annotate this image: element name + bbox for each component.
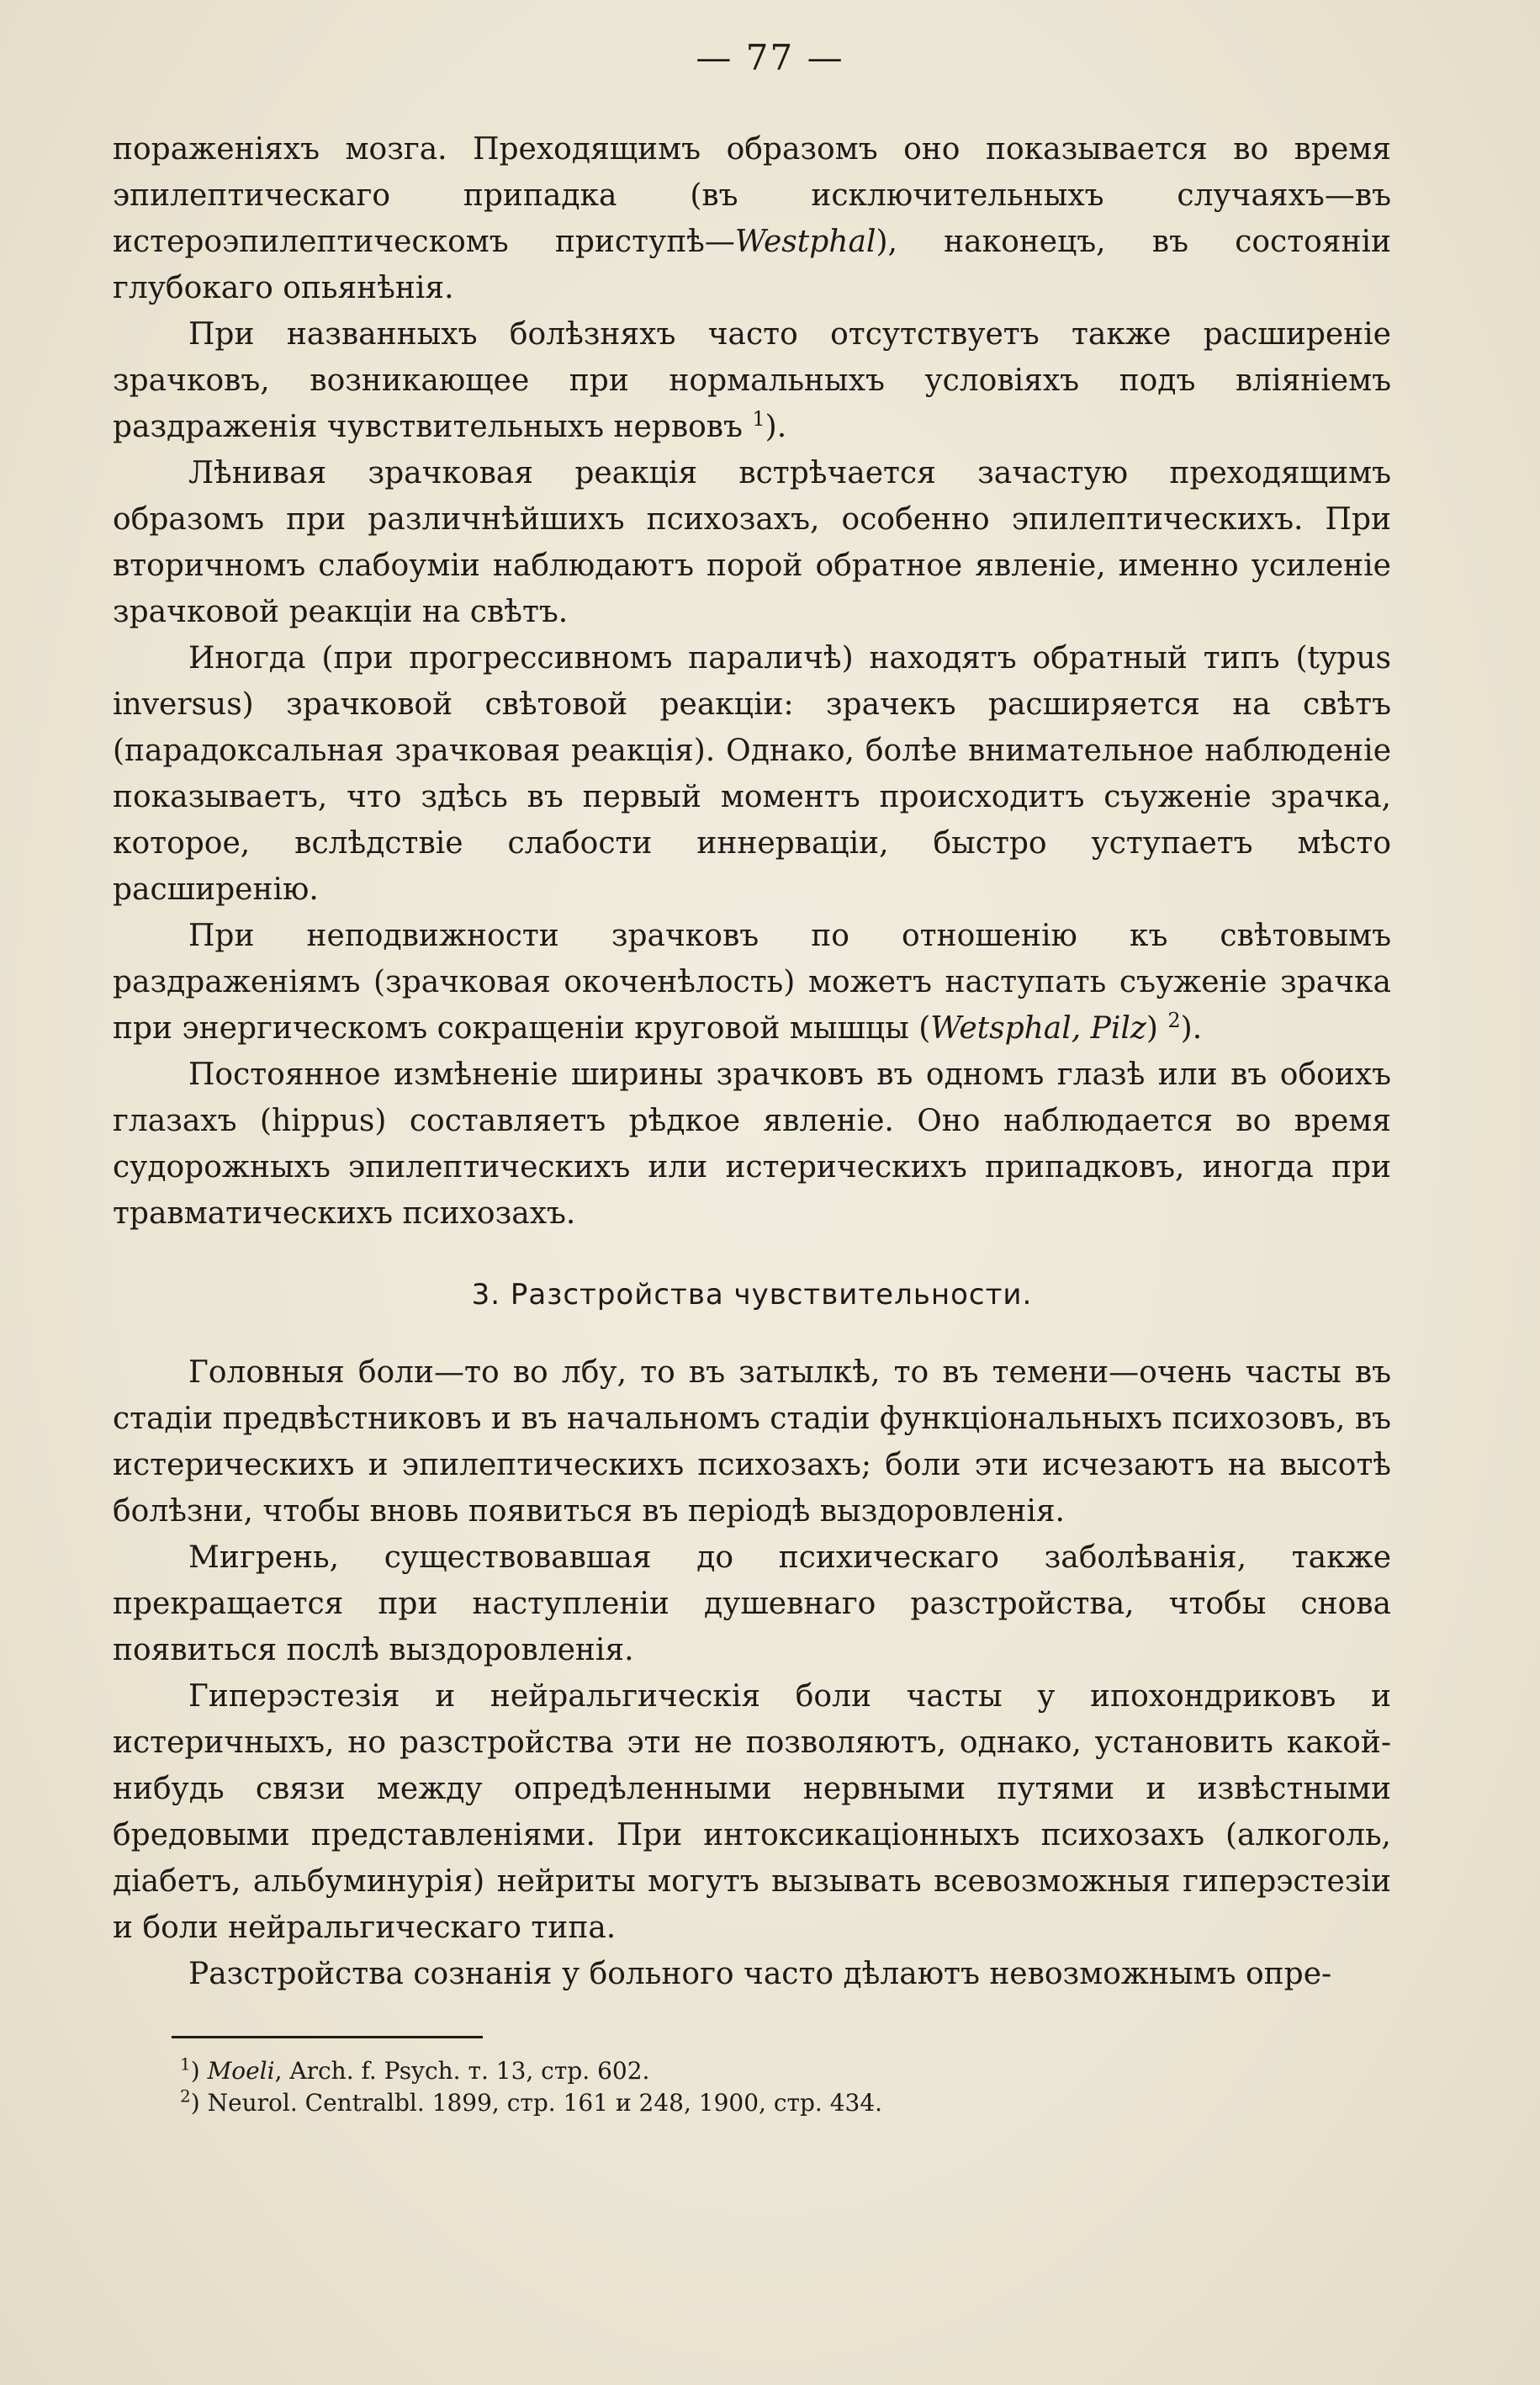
paragraph-p7 [113, 1349, 1391, 1534]
footnotes [180, 2055, 1391, 2119]
text-run: Иногда (при прогрессивномъ параличѣ) находятъ обратный типъ (typus inversus) зрачковой свѣтовой реакціи: зрачекъ расширяется на свѣтъ (парадоксальная зрачковая реакція). Однако, болѣе внимательное наблюденіе показываетъ, что здѣсь въ первый моментъ происходитъ съуженіе зрачка, которое, вслѣдствіе слабости иннерваціи, быстро уступаетъ мѣсто расширенію. [113, 641, 1391, 907]
footnote-2 [180, 2087, 1391, 2119]
paragraph-p2 [113, 311, 1391, 450]
text-run: При названныхъ болѣзняхъ часто отсутствуетъ также расширеніе зрачковъ, возникающее при нормальныхъ условіяхъ подъ вліяніемъ раздраженія чувствительныхъ нервовъ [113, 317, 1391, 444]
text-run: ) [1146, 1011, 1168, 1046]
paragraphs-before-heading [113, 126, 1391, 1237]
italic-text: Moeli [207, 2057, 275, 2085]
text-run: Лѣнивая зрачковая реакція встрѣчается зачастую преходящимъ образомъ при различнѣйшихъ психозахъ, особенно эпилептическихъ. При вторичномъ слабоуміи наблюдаютъ порой обратное явленіе, именно усиленіе зрачковой реакціи на свѣтъ. [113, 456, 1391, 629]
paragraph-p6 [113, 1052, 1391, 1237]
text-run: ), наконецъ, въ состояніи глубокаго опьянѣнія. [113, 225, 1391, 305]
text-run: пораженіяхъ мозга. Преходящимъ образомъ оно показывается во время эпилептическаго припадка (въ исключительныхъ случаяхъ—въ истероэпилептическомъ приступѣ— [113, 132, 1391, 259]
paragraph-p3 [113, 450, 1391, 635]
footnote-reference: 2 [1167, 1009, 1181, 1032]
footnote-1 [180, 2055, 1391, 2087]
text-run: Постоянное измѣненіе ширины зрачковъ въ одномъ глазѣ или въ обоихъ глазахъ (hippus) составляетъ рѣдкое явленіе. Оно наблюдается во время судорожныхъ эпилептическихъ или истерическихъ припадковъ, иногда при травматическихъ психозахъ. [113, 1057, 1391, 1231]
text-run: , Arch. f. Psych. т. 13, стр. 602. [274, 2057, 650, 2085]
footnote-mark: 1 [180, 2054, 191, 2075]
paragraph-p9 [113, 1673, 1391, 1951]
italic-text: Wetsphal, Pilz [930, 1011, 1146, 1046]
footnote-mark-paren: ) [190, 2089, 208, 2117]
text-run: Neurol. Centralbl. 1899, стр. 161 и 248, 1900, стр. 434. [207, 2089, 883, 2117]
paragraph-p5 [113, 913, 1391, 1052]
paragraph-p8 [113, 1534, 1391, 1673]
body-text [113, 126, 1391, 2119]
footnote-mark-paren: ) [190, 2057, 208, 2085]
footnote-reference: 1 [752, 407, 765, 431]
section-heading: 3. Разстройства чувствительности. [471, 1278, 1033, 1312]
text-run: Мигрень, существовавшая до психическаго заболѣванія, также прекращается при наступленіи душевнаго разстройства, чтобы снова появиться послѣ выздоровленія. [113, 1540, 1391, 1667]
paragraph-p4 [113, 635, 1391, 913]
text-run: Разстройства сознанія у больного часто дѣлаютъ невозможнымъ опре- [188, 1957, 1332, 1991]
text-run: Головныя боли—то во лбу, то въ затылкѣ, то въ темени—очень часты въ стадіи предвѣстниковъ и въ начальномъ стадіи функціональныхъ психозовъ, въ истерическихъ и эпилептическихъ психозахъ; боли эти исчезаютъ на высотѣ болѣзни, чтобы вновь появиться въ періодѣ выздоровленія. [113, 1355, 1391, 1529]
text-run: ). [1180, 1011, 1203, 1046]
paragraph-p1 [113, 126, 1391, 311]
paragraph-p10 [113, 1951, 1391, 1997]
page-number: — 77 — [696, 37, 844, 78]
italic-text: Westphal [734, 225, 876, 259]
footnote-rule [172, 2036, 483, 2038]
footnote-mark: 2 [180, 2086, 191, 2107]
text-run: Гиперэстезія и нейральгическія боли часты у ипохондриковъ и истеричныхъ, но разстройства эти не позволяютъ, однако, установить какой-нибудь связи между опредѣленными нервными путями и извѣстными бредовыми представленіями. При интоксикаціонныхъ психозахъ (алкоголь, діабетъ, альбуминурія) нейриты могутъ вызывать всевозможныя гиперэстезіи и боли нейральгическаго типа. [113, 1679, 1391, 1945]
paragraphs-after-heading [113, 1349, 1391, 1997]
text-run: ). [765, 410, 787, 444]
text-run: При неподвижности зрачковъ по отношенію къ свѣтовымъ раздраженіямъ (зрачковая окоченѣлость) можетъ наступать съуженіе зрачка при энергическомъ сокращеніи круговой мышцы ( [113, 919, 1391, 1046]
